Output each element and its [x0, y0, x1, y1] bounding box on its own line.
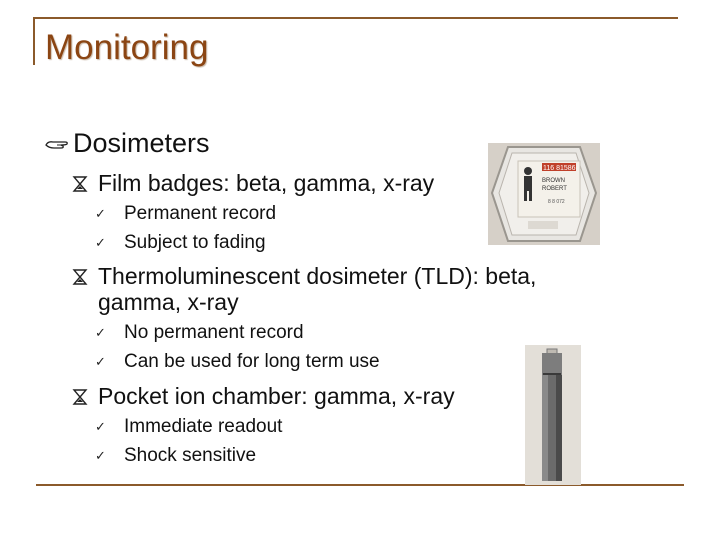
- checkmark-icon: ✓: [95, 448, 106, 463]
- pocket-point-1-label: Immediate readout: [124, 416, 283, 437]
- pocket-ion-chamber-image: [525, 345, 581, 485]
- bullet-film-badges: [70, 170, 434, 196]
- bottom-rule: [36, 484, 684, 486]
- film-point-1: [95, 203, 276, 225]
- checkmark-icon: ✓: [95, 235, 106, 250]
- film-point-1-label: Permanent record: [124, 203, 277, 224]
- film-badges-label: Film badges: beta, gamma, x-ray: [98, 170, 435, 196]
- badge-line-4: 8 8 072: [548, 199, 565, 205]
- checkmark-icon: ✓: [95, 419, 106, 434]
- bullet-tld: [70, 263, 536, 315]
- tld-point-2-label: Can be used for long term use: [124, 351, 380, 372]
- hourglass-icon: [70, 387, 90, 407]
- badge-line-1: 116 81586: [543, 165, 576, 172]
- pocket-point-2: [95, 445, 256, 467]
- left-rule: [33, 17, 35, 65]
- badge-line-2: BROWN: [542, 178, 565, 184]
- tld-point-1-label: No permanent record: [124, 322, 304, 343]
- dosimeters-label: Dosimeters: [73, 128, 210, 158]
- top-rule: [33, 17, 678, 19]
- tld-label: [98, 263, 536, 315]
- bullet-dosimeters: [45, 128, 210, 159]
- slide-title: Monitoring: [45, 28, 209, 67]
- tld-label-line2: gamma, x-ray: [98, 289, 239, 315]
- pocket-ion-label: Pocket ion chamber: gamma, x-ray: [98, 383, 455, 409]
- film-badge-image: [488, 143, 600, 245]
- tld-point-1: [95, 322, 304, 344]
- badge-line-3: ROBERT: [542, 186, 567, 192]
- checkmark-icon: ✓: [95, 206, 106, 221]
- checkmark-icon: ✓: [95, 354, 106, 369]
- film-badge-photo: [488, 143, 600, 245]
- hourglass-icon: [70, 267, 90, 287]
- pocket-point-2-label: Shock sensitive: [124, 445, 257, 466]
- film-point-2-label: Subject to fading: [124, 232, 266, 253]
- tld-point-2: [95, 351, 380, 373]
- pocket-ion-chamber-photo: [525, 345, 581, 485]
- film-point-2: [95, 232, 266, 254]
- bullet-pocket-ion: [70, 383, 455, 409]
- hourglass-icon: [70, 174, 90, 194]
- hand-pointer-icon: [45, 136, 69, 152]
- checkmark-icon: ✓: [95, 325, 106, 340]
- tld-label-line1: Thermoluminescent dosimeter (TLD): beta,: [98, 263, 537, 289]
- pocket-point-1: [95, 416, 282, 438]
